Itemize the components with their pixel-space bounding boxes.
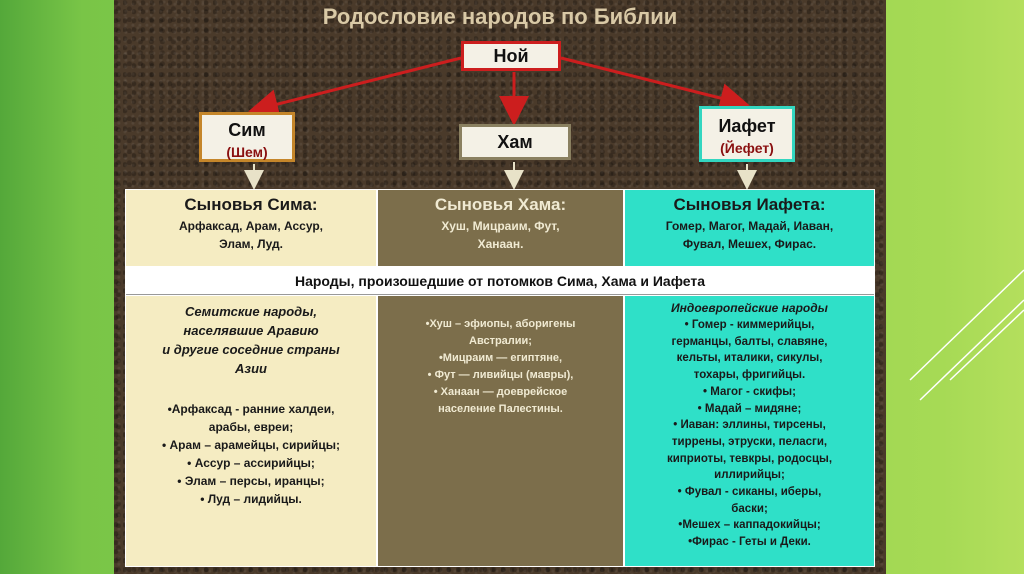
peoples-japheth-item: • Магог - скифы; [703,385,796,398]
node-ham [459,124,571,160]
peoples-shem-item: • Элам – персы, иранцы; [177,474,325,488]
node-ham-label: Хам [497,132,533,152]
sons-japheth-line: Фувал, Мешех, Фирас. [682,237,817,251]
sons-japheth-title: Сыновья Иафета: [673,195,826,214]
slide [114,0,886,574]
peoples-shem-heading-line: и другие соседние страны [162,342,340,357]
node-shem [199,112,295,162]
peoples-heading: Народы, произошедшие от потомков Сима, Хама и Иафета [126,268,874,295]
arrow-noah-shem [254,58,461,110]
sons-ham-line: Ханаан. [477,237,524,251]
node-japheth [699,106,795,162]
peoples-ham-cell [378,296,623,566]
node-japheth-label: Иафет [718,116,776,136]
sons-shem-title: Сыновья Сима: [184,195,318,214]
peoples-table [125,189,875,567]
sons-ham-cell [378,190,623,266]
sons-ham-line: Хуш, Мицраим, Фут, [441,219,560,233]
peoples-japheth-item: германцы, балты, славяне, [671,335,828,348]
sons-japheth-cell [625,190,874,266]
peoples-japheth-cell [625,296,874,566]
peoples-japheth-item: •Фирас - Геты и Деки. [688,536,811,549]
peoples-japheth-item: • Иаван: эллины, тирсены, [673,419,826,432]
sons-shem-line: Арфаксад, Арам, Ассур, [178,219,324,233]
peoples-shem-item: • Ассур – ассирийцы; [187,456,315,470]
peoples-japheth-item: кельты, италики, сикулы, [676,352,823,365]
peoples-japheth-item: тиррены, этруски, пеласги, [671,435,828,448]
node-noah-label: Ной [493,46,529,66]
peoples-japheth-item: иллирийцы; [714,469,785,482]
peoples-japheth-item: киприоты, тевкры, родосцы, [666,452,833,465]
sons-shem-line: Элам, Луд. [219,237,283,251]
peoples-shem-item: •Арфаксад - ранние халдеи, [167,402,335,416]
peoples-shem-heading-line: населявшие Аравию [183,323,319,338]
peoples-ham-item: население Палестины. [438,403,563,415]
peoples-shem-heading-line: Азии [235,361,267,376]
peoples-ham-item: •Мицраим — египтяне, [438,352,563,364]
peoples-ham-item: Австралии; [469,335,532,347]
peoples-shem-heading-line: Семитские народы, [185,304,317,319]
sons-japheth-line: Гомер, Магог, Мадай, Иаван, [665,219,834,233]
decorative-lines [886,0,1024,574]
peoples-shem-item: арабы, евреи; [208,420,294,434]
peoples-ham-item: • Фут — ливийцы (мавры), [427,369,574,381]
node-shem-alt: (Шем) [226,144,268,160]
slide-title: Родословие народов по Библии [322,4,678,29]
node-japheth-alt: (Йефет) [720,140,774,156]
tree-arrows [114,0,886,200]
peoples-japheth-heading-line: Индоевропейские народы [671,301,828,315]
peoples-shem-item: • Арам – арамейцы, сирийцы; [161,438,341,452]
peoples-japheth-item: тохары, фригийцы. [693,369,806,382]
sons-shem-cell [126,190,376,266]
peoples-shem-cell [126,296,376,566]
arrow-noah-japheth [561,58,744,104]
node-shem-label: Сим [228,120,266,140]
peoples-japheth-item: • Гомер - киммерийцы, [684,319,815,331]
peoples-ham-item: •Хуш – эфиопы, аборигены [425,318,576,330]
peoples-japheth-item: • Фувал - сиканы, иберы, [677,486,822,499]
peoples-japheth-item: баски; [731,502,768,515]
peoples-japheth-item: • Мадай – мидяне; [697,402,802,415]
sons-ham-title: Сыновья Хама: [434,195,567,214]
peoples-shem-item: • Луд – лидийцы. [200,492,302,506]
peoples-ham-item: • Ханаан — доеврейское [433,386,568,398]
peoples-japheth-item: •Мешех – каппадокийцы; [678,519,821,532]
node-noah [461,41,561,71]
